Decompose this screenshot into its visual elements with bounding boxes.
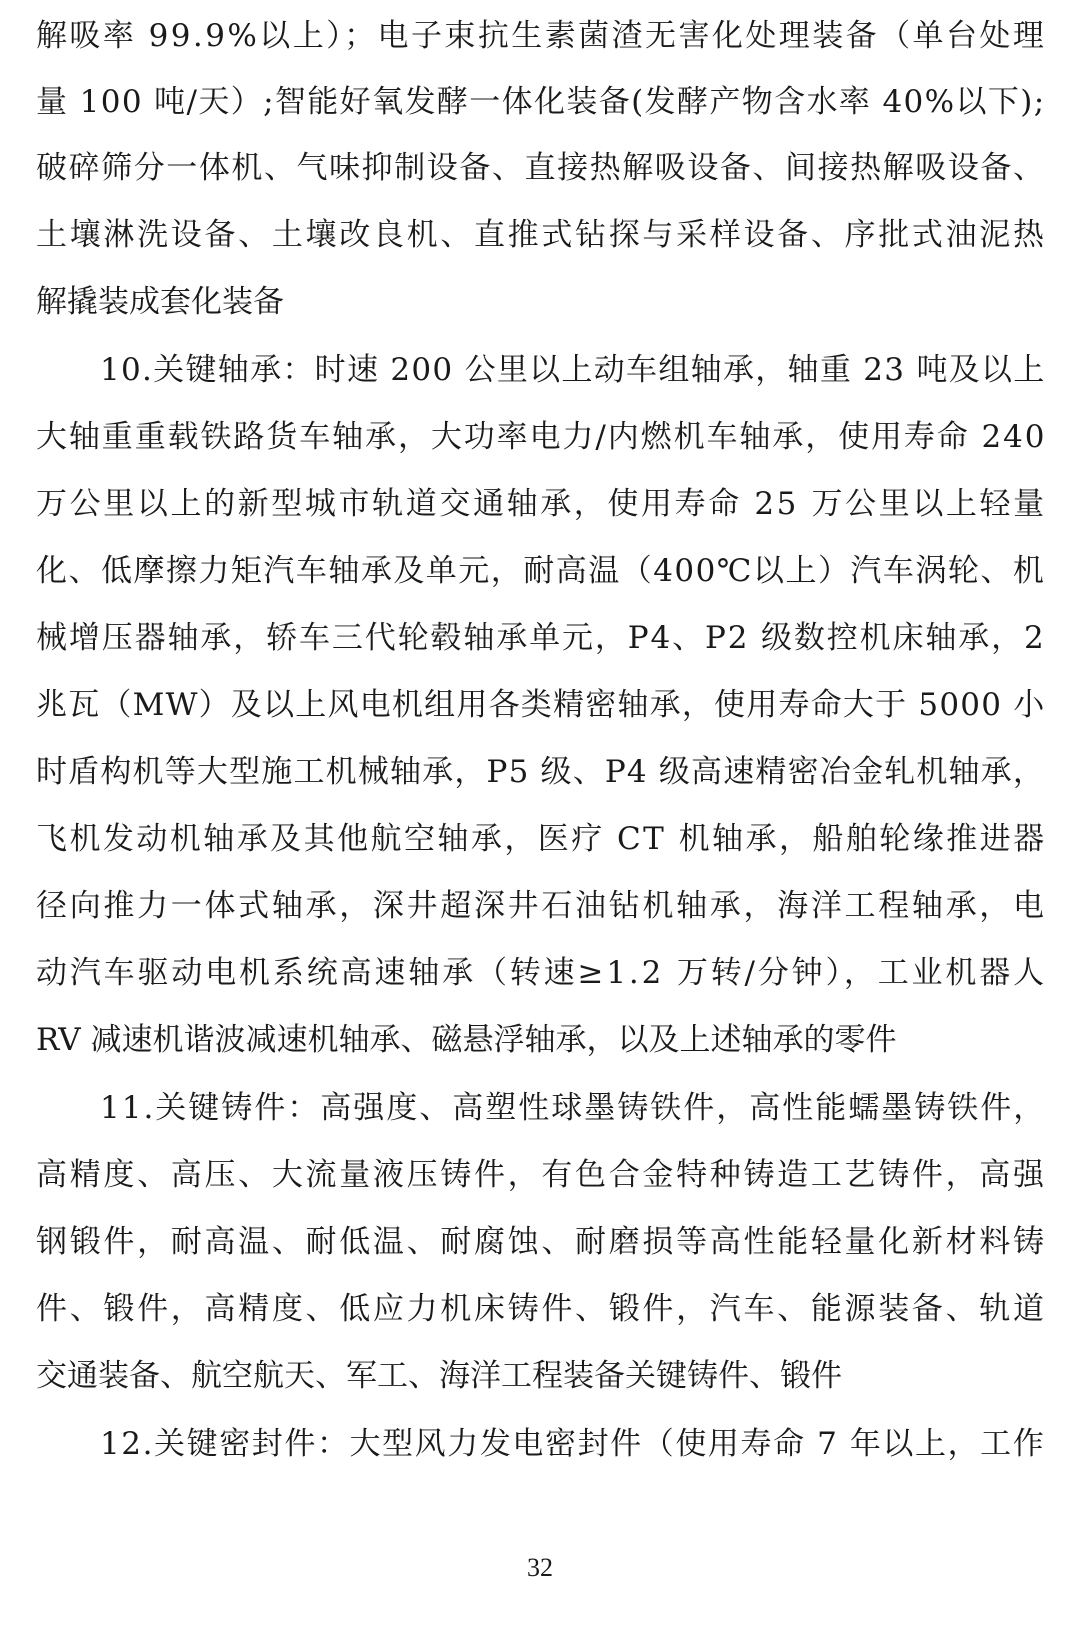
text-line: 万公里以上的新型城市轨道交通轴承，使用寿命 25 万公里以上轻量 [36, 486, 1047, 522]
paragraph-first-line: 11.关键铸件：高强度、高塑性球墨铸铁件，高性能蠕墨铸铁件， [100, 1090, 1047, 1126]
text-line: 动汽车驱动电机系统高速轴承（转速≥1.2 万转/分钟），工业机器人 [36, 955, 1047, 991]
text-line: 兆瓦（MW）及以上风电机组用各类精密轴承，使用寿命大于 5000 小 [36, 687, 1046, 723]
text-line: 交通装备、航空航天、军工、海洋工程装备关键铸件、锻件 [36, 1358, 842, 1394]
text-line: 大轴重重载铁路货车轴承，大功率电力/内燃机车轴承，使用寿命 240 [36, 419, 1047, 455]
text-line: RV 减速机谐波减速机轴承、磁悬浮轴承，以及上述轴承的零件 [36, 1022, 897, 1058]
text-line: 径向推力一体式轴承，深井超深井石油钻机轴承，海洋工程轴承，电 [36, 888, 1047, 924]
text-line: 时盾构机等大型施工机械轴承，P5 级、P4 级高速精密冶金轧机轴承， [36, 754, 1046, 790]
text-line: 解撬装成套化装备 [36, 284, 284, 320]
paragraph-first-line: 10.关键轴承：时速 200 公里以上动车组轴承，轴重 23 吨及以上 [100, 352, 1046, 388]
text-line: 量 100 吨/天）;智能好氧发酵一体化装备(发酵产物含水率 40%以下); [36, 84, 1046, 120]
text-line: 械增压器轴承，轿车三代轮毂轴承单元，P4、P2 级数控机床轴承，2 [36, 620, 1046, 656]
text-line: 钢锻件，耐高温、耐低温、耐腐蚀、耐磨损等高性能轻量化新材料铸 [36, 1224, 1047, 1260]
text-line: 解吸率 99.9%以上）；电子束抗生素菌渣无害化处理装备（单台处理 [36, 18, 1047, 54]
text-line: 高精度、高压、大流量液压铸件，有色合金特种铸造工艺铸件，高强 [36, 1157, 1047, 1193]
page-number: 32 [527, 1553, 553, 1582]
text-line: 破碎筛分一体机、气味抑制设备、直接热解吸设备、间接热解吸设备、 [36, 150, 1046, 186]
text-line: 件、锻件，高精度、低应力机床铸件、锻件，汽车、能源装备、轨道 [36, 1291, 1047, 1327]
text-line: 化、低摩擦力矩汽车轴承及单元，耐高温（400℃以上）汽车涡轮、机 [36, 553, 1046, 589]
text-line: 土壤淋洗设备、土壤改良机、直推式钻探与采样设备、序批式油泥热 [36, 217, 1047, 253]
text-line: 飞机发动机轴承及其他航空轴承，医疗 CT 机轴承，船舶轮缘推进器 [36, 821, 1047, 857]
paragraph-first-line: 12.关键密封件：大型风力发电密封件（使用寿命 7 年以上，工作 [100, 1426, 1046, 1462]
